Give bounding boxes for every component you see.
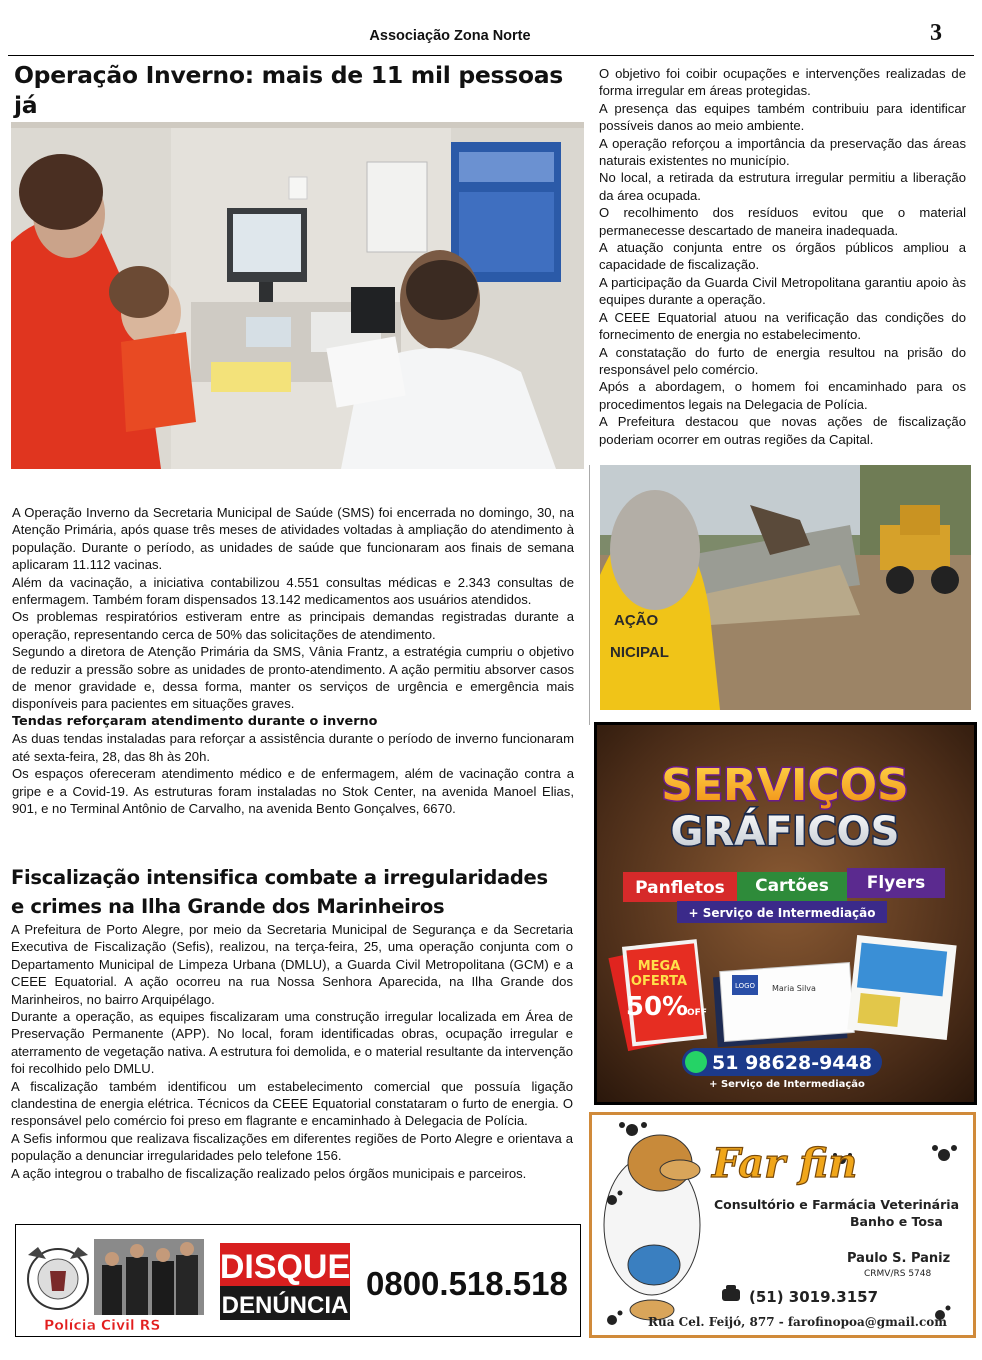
ad-farofin-artwork — [592, 1115, 973, 1335]
right-paragraph: No local, a retirada da estrutura irregular permitiu a liberação da área ocupada. — [599, 170, 966, 203]
farofin-brand: Far fin — [712, 1140, 858, 1187]
article1-subhead: Tendas reforçaram atendimento durante o inverno — [12, 713, 378, 729]
ad-graficos-subtitle: + Serviço de Intermediação — [688, 906, 876, 920]
article1-paragraph: Segundo a diretora de Atenção Primária da SMS, Vânia Frantz, a estratégia cumpriu o objetivo de reduzir a pressão sobre as unidades de pronto-atendimento. A ação permitiu absorver casos de menor gravidade e, dessa forma, manter os serviços de urgência e emergência mais disponíveis para pacientes em situações graves. — [12, 644, 574, 712]
ad-graficos-artwork — [597, 725, 974, 1102]
farofin-vet-name: Paulo S. Paniz — [847, 1251, 951, 1266]
ad-graficos-business-cards — [713, 963, 854, 1048]
tag-flyers: Flyers — [866, 873, 926, 893]
ad-graficos-title2: GRÁFICOS — [670, 809, 900, 855]
right-paragraph: A constatação do furto de energia resultou na prisão do responsável pelo comércio. — [599, 344, 966, 377]
ad-graficos-offer-flyer — [608, 939, 707, 1051]
article1-headline-line1: Operação Inverno: mais de 11 mil pessoas já — [14, 61, 563, 119]
ad-policia-artwork — [16, 1225, 580, 1336]
vaccination-clinic-photo — [11, 122, 584, 469]
demolition-photo — [600, 465, 971, 710]
right-paragraph: Após a abordagem, o homem foi encaminhado para os procedimentos legais na Delegacia de Polícia. — [599, 379, 966, 412]
right-paragraph: A CEEE Equatorial atuou na verificação das condições do fornecimento de energia no estabelecimento. — [599, 309, 966, 343]
article-right-column — [599, 65, 966, 448]
farofin-phone: (51) 3019.3157 — [749, 1288, 879, 1306]
article2-paragraph: A Prefeitura de Porto Alegre, por meio da Secretaria Municipal de Segurança e da Secretaria Executiva de Fiscalização (Sefis), realizou, na terça-feira, 25, uma operação conjunta com o Departamento Municipal de Limpeza Urbana (DMLU), a Guarda Civil Metropolitana (GCM) e a CEEE Equatorial. A ação ocorreu na rua Nossa Senhora Aparecida, na Ilha Grande dos Marinheiros, no bairro Arquipélago. — [11, 922, 573, 1007]
ad-graficos-brochure — [847, 935, 956, 1040]
policia-label: Polícia Civil RS — [44, 1318, 161, 1334]
phone-icon — [722, 1285, 740, 1301]
offer-suffix: OFF — [687, 1008, 707, 1018]
page-number: 3 — [930, 20, 942, 46]
vest-text-line2: NICIPAL — [610, 644, 669, 661]
right-paragraph: A operação reforçou a importância da preservação das áreas naturais existentes no município. — [599, 135, 966, 169]
article1-paragraph: Os problemas respiratórios estiveram entre as principais demandas registradas durante a operação, representando cerca de 50% das solicitações de atendimento. — [12, 609, 574, 642]
denuncia-text: DENÚNCIA — [221, 1292, 349, 1319]
farofin-crmv: CRMV/RS 5748 — [864, 1269, 932, 1279]
police-officers-photo — [94, 1239, 204, 1315]
vest-text-line1: AÇÃO — [614, 612, 659, 629]
article1-paragraph: A Operação Inverno da Secretaria Municipal de Saúde (SMS) foi encerrada no domingo, 30, na Atenção Primária, após quase três meses de atividades voltadas à ampliação do atendimento à população. Durante o período, as unidades de saúde que funcionaram aos finais de semana aplicaram 11.112 vacinas. — [12, 505, 574, 573]
article2-paragraph: Durante a operação, as equipes fiscalizaram uma construção irregular localizada em Área de Preservação Permanente (APP). No local, foram identificadas obras, ocupação irregular e aterramento de vegetação nativa. A estrutura foi demolida, e o material resultante da intervenção foi recolhido pelo DMLU. — [11, 1009, 573, 1077]
card-logo: LOGO — [734, 982, 756, 990]
clinic-photo-illustration — [11, 122, 584, 469]
article2-paragraph: A fiscalização também identificou um estabelecimento comercial que possuía ligação clandestina de energia elétrica. Técnicos da CEEE Equatorial constataram o furto de energia. O responsável pelo comércio foi preso em flagrante e encaminhado à Delegacia de Polícia. — [11, 1078, 573, 1129]
disque-text: DISQUE — [219, 1248, 351, 1286]
article2-headline — [11, 863, 581, 921]
tag-panfletos: Panfletos — [635, 878, 725, 898]
article2-paragraph: A ação integrou o trabalho de fiscalização realizado pelos órgãos municipais e parceiros. — [11, 1165, 527, 1181]
right-paragraph: O recolhimento dos resíduos evitou que o material permanecesse descartado de maneira inadequada. — [599, 205, 966, 238]
article2-headline-line2: e crimes na Ilha Grande dos Marinheiros — [11, 895, 445, 918]
article1-paragraph: Além da vacinação, a iniciativa contabilizou 4.551 consultas médicas e 2.343 consultas de enfermagem. Também foram dispensados 13.142 medicamentos aos usuários atendidos. — [12, 574, 574, 608]
right-paragraph: A atuação conjunta entre os órgãos públicos ampliou a capacidade de fiscalização. — [599, 240, 966, 273]
ad-servicos-graficos — [594, 722, 977, 1105]
right-paragraph: A presença das equipes também contribuiu para identificar possíveis danos ao meio ambiente. — [599, 100, 966, 134]
header-rule — [8, 55, 974, 56]
demolition-photo-illustration — [600, 465, 971, 710]
article2-paragraph: A Sefis informou que realizava fiscalizações em diferentes regiões de Porto Alegre e orientava a população a denunciar irregularidades pelo telefone 156. — [11, 1130, 573, 1164]
article2-headline-line1: Fiscalização intensifica combate a irregularidades — [11, 866, 548, 889]
card-name: Maria Silva — [772, 984, 816, 993]
ad-servicos-graficos-panel — [597, 725, 974, 1102]
right-paragraph: A participação da Guarda Civil Metropolitana garantiu apoio às equipes durante a operação. — [599, 274, 966, 308]
ad-farofin — [589, 1112, 976, 1338]
column-divider — [589, 465, 590, 725]
ad-graficos-footer: + Serviço de Intermediação — [709, 1079, 865, 1090]
article1-body — [12, 504, 574, 817]
article2-body — [11, 921, 573, 1182]
police-badge-icon — [28, 1247, 88, 1309]
ad-graficos-phone: 51 98628-9448 — [712, 1052, 872, 1074]
offer-line2: OFERTA — [630, 974, 688, 989]
ad-disque-denuncia — [15, 1224, 581, 1337]
disque-denuncia-phone: 0800.518.518 — [366, 1265, 568, 1302]
right-paragraph: O objetivo foi coibir ocupações e intervenções realizadas de forma irregular em áreas protegidas. — [599, 66, 966, 99]
farofin-line2: Banho e Tosa — [850, 1214, 943, 1229]
farofin-address: Rua Cel. Feijó, 877 - farofinopoa@gmail.com — [648, 1315, 947, 1329]
farofin-line1: Consultório e Farmácia Veterinária — [714, 1197, 960, 1212]
dog-mascot-icon — [604, 1135, 700, 1320]
article1-paragraph: As duas tendas instaladas para reforçar a assistência durante o período de inverno funcionaram até sexta-feira, 28, das 8h às 20h. — [12, 731, 574, 764]
offer-line1: MEGA — [637, 959, 681, 974]
whatsapp-icon — [685, 1051, 707, 1073]
newspaper-section-title: Associação Zona Norte — [369, 28, 531, 44]
ad-graficos-tags — [623, 868, 945, 902]
ad-graficos-title1: SERVIÇOS — [661, 760, 909, 811]
article1-paragraph: Os espaços ofereceram atendimento médico e de enfermagem, além de vacinação contra a gripe e a Covid-19. As estruturas foram instaladas no Stok Center, na avenida Manoel Elias, 901, e no Terminal Antônio de Carvalho, na avenida Bento Gonçalves, 6670. — [12, 766, 574, 816]
right-paragraph: A Prefeitura destacou que novas ações de fiscalização poderiam ocorrer em outras regiões da Capital. — [599, 414, 966, 447]
offer-value: 50% — [625, 992, 689, 1022]
tag-cartoes: Cartões — [755, 876, 829, 896]
